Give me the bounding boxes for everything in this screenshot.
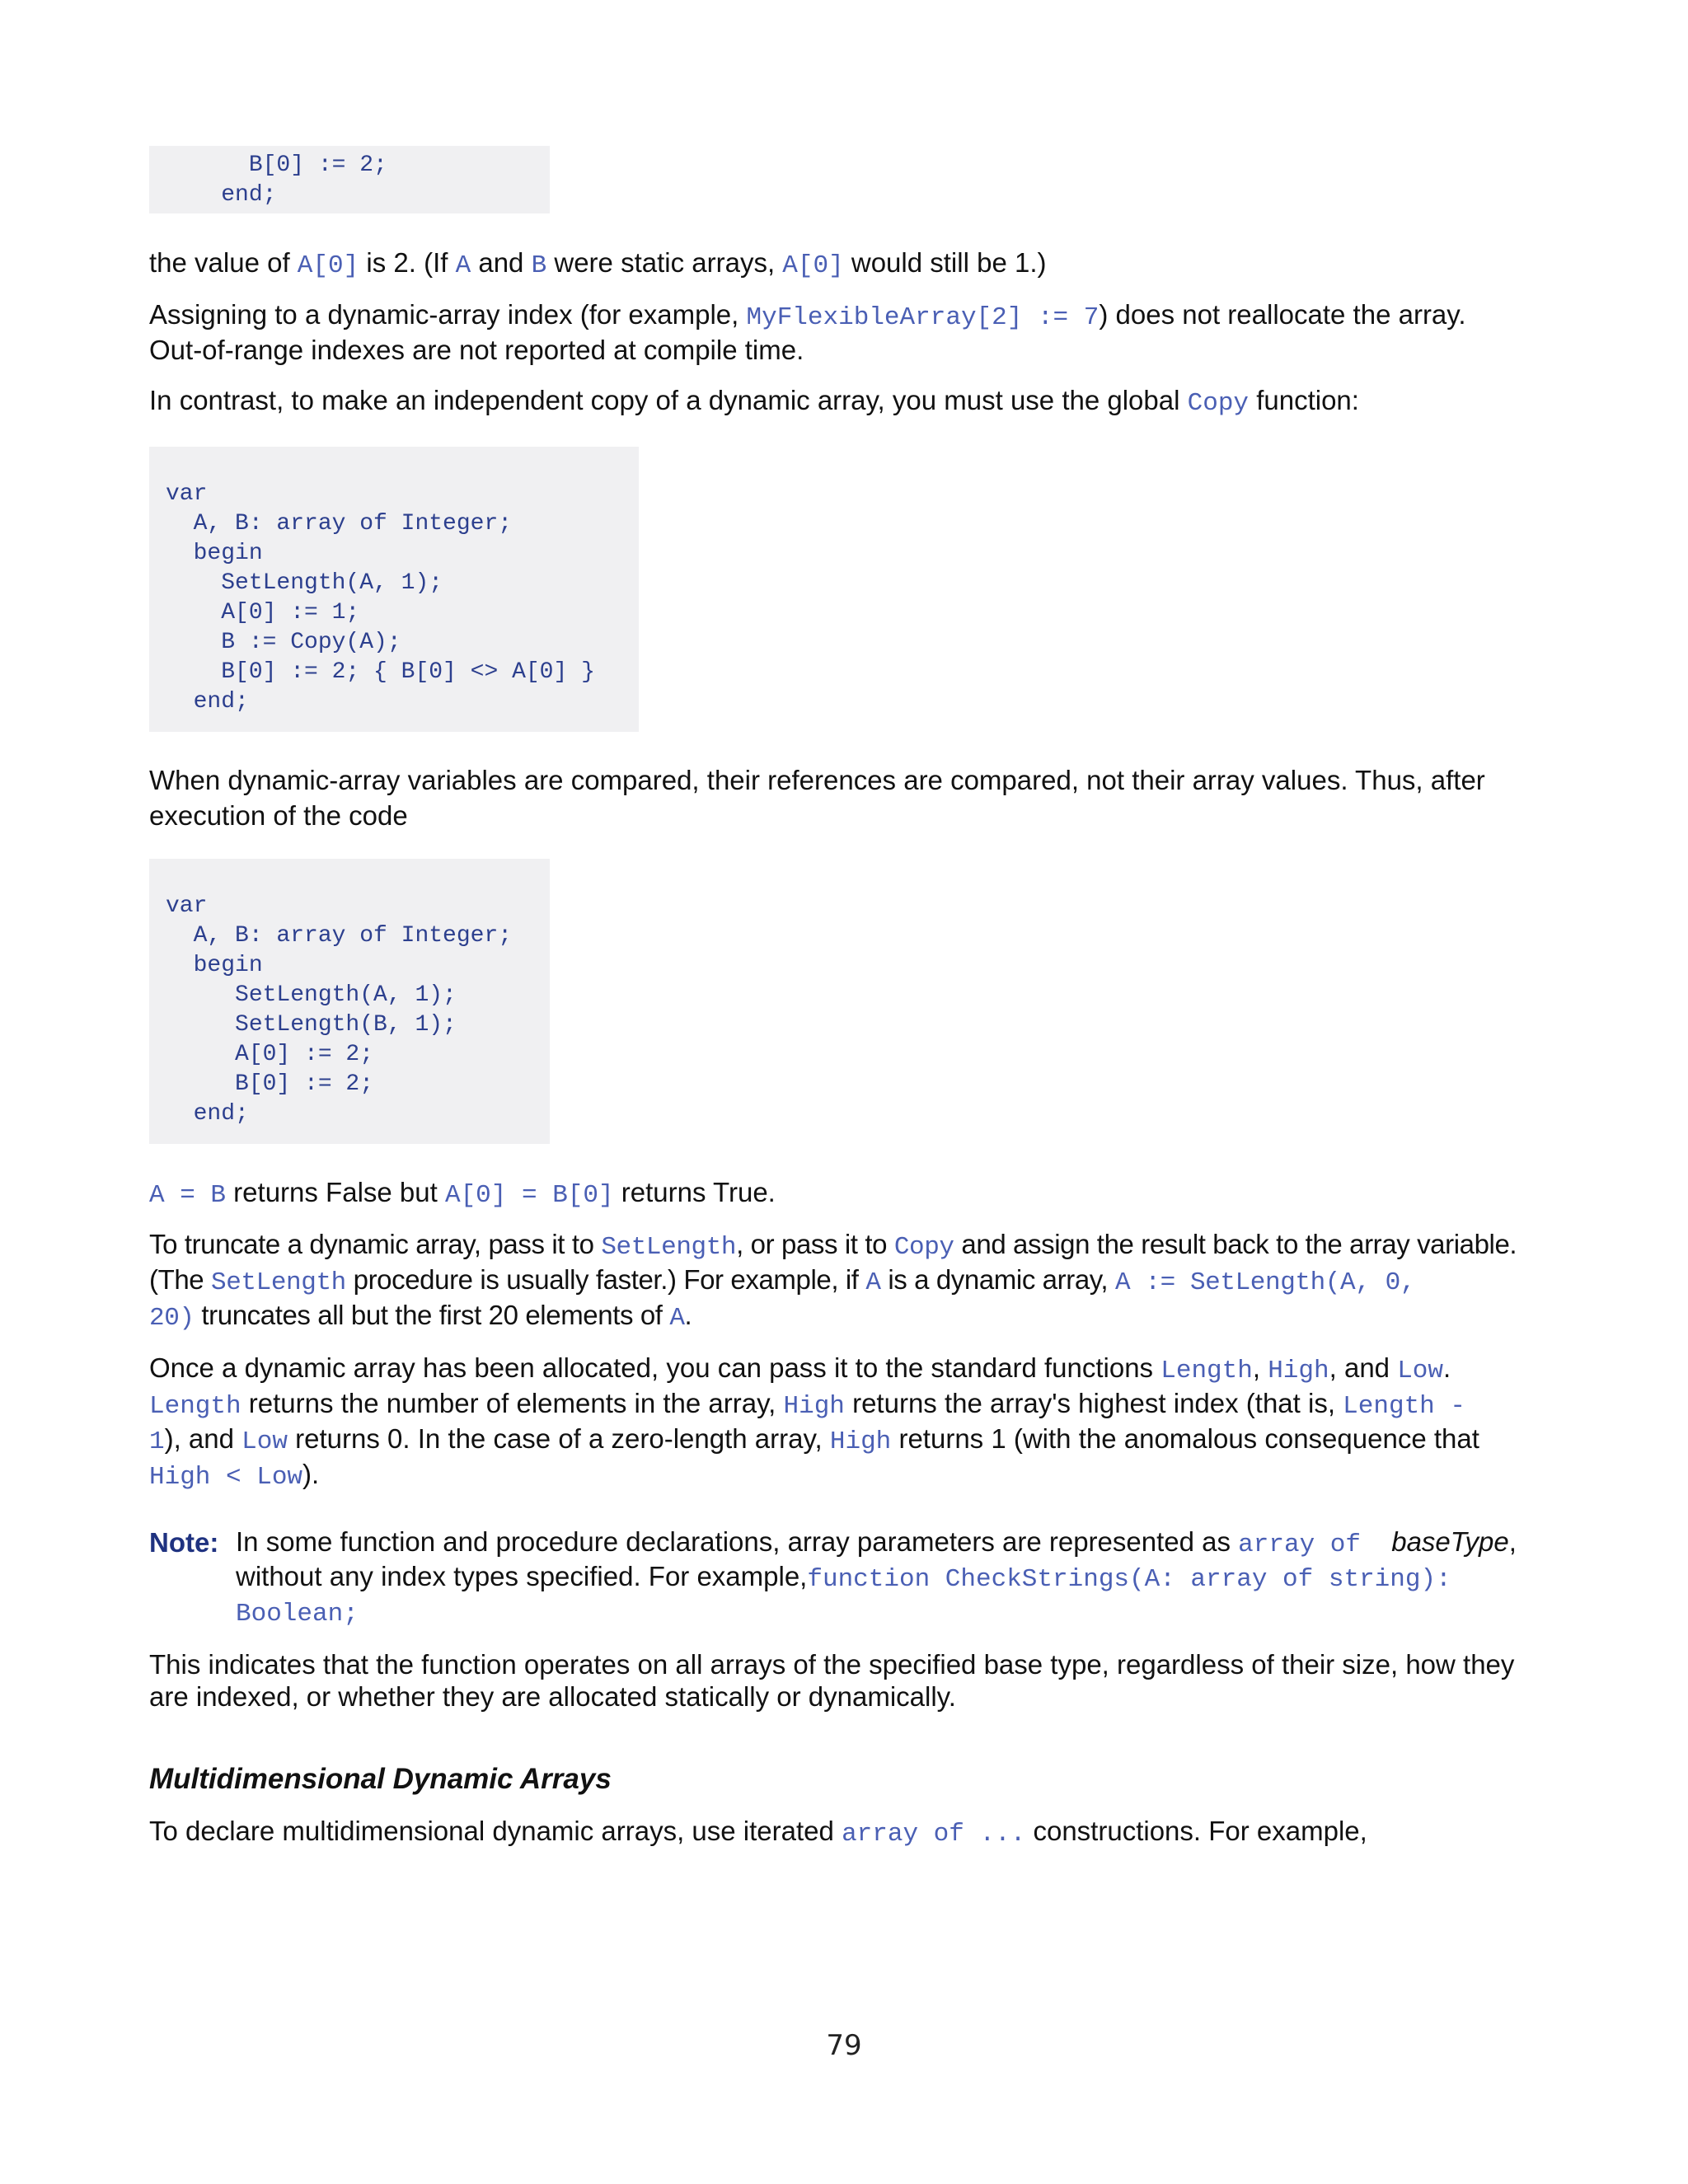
inline-code: Copy xyxy=(1187,389,1250,418)
inline-code: Length xyxy=(149,1392,241,1421)
inline-code: A[0] xyxy=(782,251,844,280)
inline-code: High xyxy=(783,1392,845,1421)
inline-code: 1 xyxy=(149,1427,165,1456)
code-line: var xyxy=(166,481,208,507)
inline-code: High < Low xyxy=(149,1463,303,1492)
code-line: B[0] := 2; xyxy=(166,152,387,178)
inline-code: A := SetLength(A, 0, xyxy=(1114,1268,1416,1297)
code-line: begin xyxy=(166,541,263,566)
paragraph: Assigning to a dynamic-array index (for example, MyFlexibleArray[2] := 7) does not reallocate the array. Out-of-range indexes are not reported at compile time. xyxy=(149,299,1466,365)
inline-code: MyFlexibleArray[2] := 7 xyxy=(746,303,1100,332)
code-line: A, B: array of Integer; xyxy=(166,511,513,537)
code-line: SetLength(B, 1); xyxy=(166,1012,457,1038)
inline-code: array of xyxy=(1238,1530,1361,1559)
code-line: A, B: array of Integer; xyxy=(166,923,513,949)
code-block xyxy=(149,146,550,213)
code-line: end; xyxy=(166,689,249,715)
note-body: In some function and procedure declarations, array parameters are represented as array of baseType, without any index types specified. For example,function CheckStrings(A: array of string): Boolean; xyxy=(236,1526,1517,1629)
page-number: 79 xyxy=(826,2029,862,2062)
paragraph: In contrast, to make an independent copy of a dynamic array, you must use the global Copy function: xyxy=(149,385,1359,418)
inline-code: array of ... xyxy=(842,1820,1026,1849)
inline-code: Length - xyxy=(1343,1392,1465,1421)
code-line: begin xyxy=(166,953,263,978)
inline-code: B xyxy=(531,251,547,280)
inline-code: Copy xyxy=(893,1233,954,1262)
inline-code: Boolean; xyxy=(236,1600,359,1629)
inline-code: 20) xyxy=(149,1304,195,1333)
paragraph: To truncate a dynamic array, pass it to SetLength, or pass it to Copy and assign the result back to the array variable. (The SetLength procedure is usually faster.) For example, if A is a dynamic array, A := SetLength(A, 0, 20) truncates all but the first 20 elements of A. xyxy=(149,1229,1517,1333)
section-heading: Multidimensional Dynamic Arrays xyxy=(149,1763,612,1795)
paragraph: the value of A[0] is 2. (If A and B were static arrays, A[0] would still be 1.) xyxy=(149,247,1047,280)
inline-code: Low xyxy=(241,1427,288,1456)
inline-code: Low xyxy=(1397,1357,1444,1385)
note-label: Note: xyxy=(149,1527,219,1558)
code-line: B[0] := 2; { B[0] <> A[0] } xyxy=(166,659,595,685)
code-line: end; xyxy=(166,1101,249,1127)
code-line: B := Copy(A); xyxy=(166,630,401,655)
code-block xyxy=(149,859,550,1144)
code-line xyxy=(166,862,550,892)
inline-code: function CheckStrings(A: array of string): xyxy=(807,1565,1451,1594)
paragraph: When dynamic-array variables are compared, their references are compared, not their array values. Thus, after execution of the code xyxy=(149,765,1485,831)
code-line: end; xyxy=(166,182,277,208)
code-line xyxy=(166,450,639,480)
paragraph: A = B returns False but A[0] = B[0] returns True. xyxy=(149,1177,776,1210)
inline-code: A xyxy=(865,1268,881,1297)
paragraph: This indicates that the function operates on all arrays of the specified base type, regardless of their size, how they are indexed, or whether they are allocated statically or dynamically. xyxy=(149,1649,1515,1712)
paragraph: To declare multidimensional dynamic arrays, use iterated array of ... constructions. For example, xyxy=(149,1816,1367,1849)
code-line: SetLength(A, 1); xyxy=(166,982,457,1008)
inline-code: A = B xyxy=(149,1181,227,1210)
inline-code: A xyxy=(669,1304,685,1333)
code-line: SetLength(A, 1); xyxy=(166,570,443,596)
code-block xyxy=(149,447,639,732)
code-line: A[0] := 1; xyxy=(166,600,360,626)
code-line: A[0] := 2; xyxy=(166,1042,374,1067)
paragraph: Once a dynamic array has been allocated, you can pass it to the standard functions Length, High, and Low. Length returns the number of elements in the array, High returns the array's highest index (that is, Length - 1), and Low returns 0. In the case of a zero-length array, High returns 1 (with the anomalous consequence that High < Low). xyxy=(149,1352,1479,1492)
inline-code: A[0] = B[0] xyxy=(444,1181,614,1210)
inline-code: SetLength xyxy=(601,1233,737,1262)
inline-code: A[0] xyxy=(297,251,359,280)
inline-code: Length xyxy=(1160,1357,1253,1385)
inline-code: High xyxy=(829,1427,892,1456)
inline-code: High xyxy=(1268,1357,1329,1385)
code-line: var xyxy=(166,893,208,919)
italic-term: baseType xyxy=(1391,1526,1509,1557)
inline-code: A xyxy=(455,251,471,280)
inline-code: SetLength xyxy=(211,1268,346,1297)
code-line: B[0] := 2; xyxy=(166,1071,374,1097)
